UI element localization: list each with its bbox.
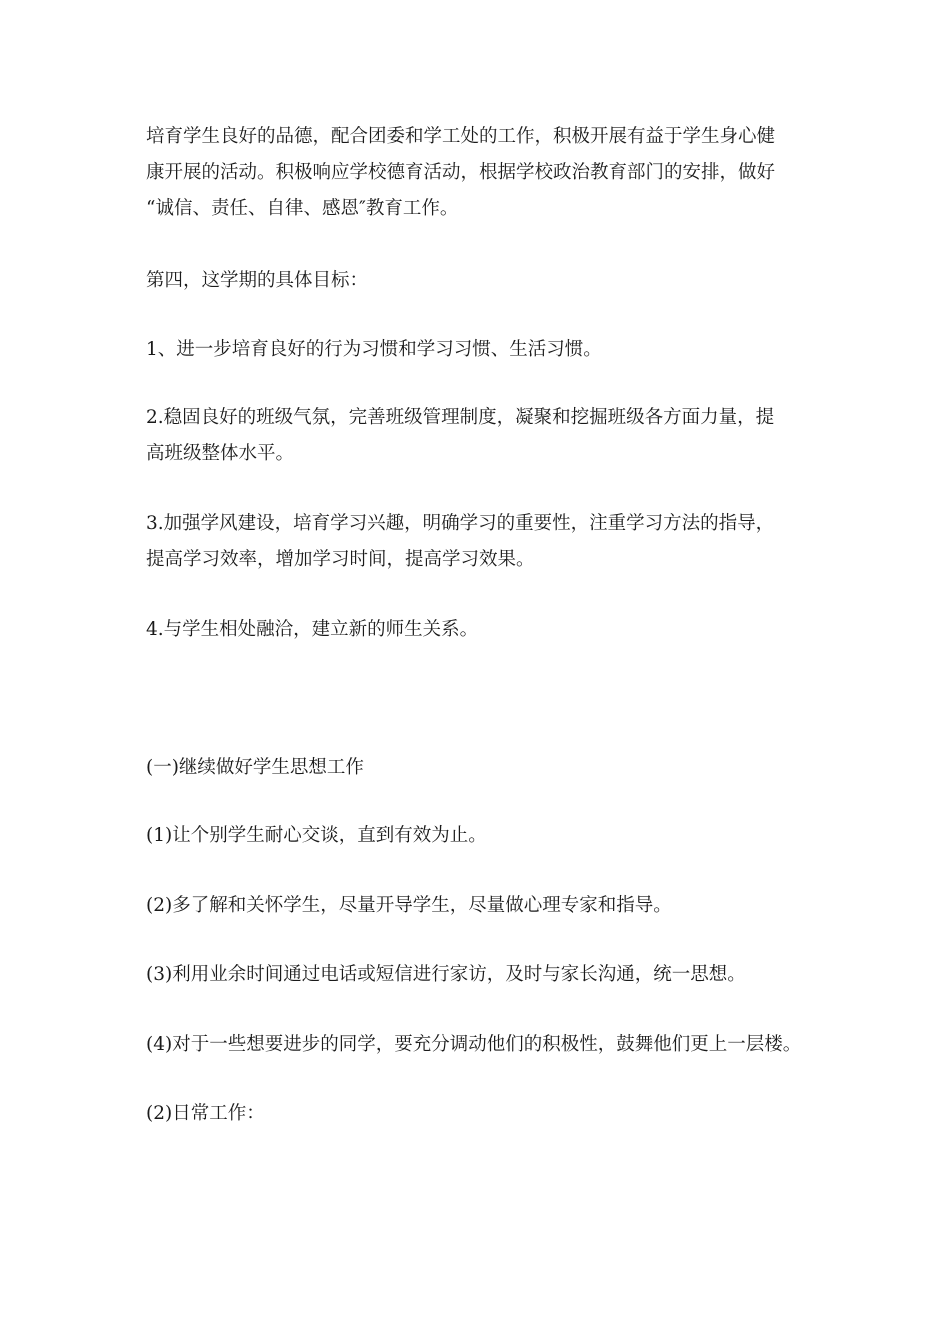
goal-1: 1、进一步培育良好的行为习惯和学习习惯、生活习惯。: [146, 339, 602, 360]
item-1: (1)让个别学生耐心交谈，直到有效为止。: [146, 825, 487, 846]
goal-2-line-1: 2.稳固良好的班级气氛，完善班级管理制度，凝聚和挖掘班级各方面力量，提: [146, 407, 775, 428]
goal-2-line-2: 高班级整体水平。: [146, 443, 295, 464]
intro-line-2: 康开展的活动。积极响应学校德育活动，根据学校政治教育部门的安排，做好: [146, 162, 776, 183]
goal-3-line-2: 提高学习效率，增加学习时间，提高学习效果。: [146, 549, 535, 570]
intro-line-1: 培育学生良好的品德，配合团委和学工处的工作，积极开展有益于学生身心健: [146, 126, 776, 147]
section-four-heading: 第四，这学期的具体目标：: [146, 270, 369, 291]
item-3: (3)利用业余时间通过电话或短信进行家访，及时与家长沟通，统一思想。: [146, 964, 746, 985]
subsection-1-heading: (一)继续做好学生思想工作: [146, 757, 364, 778]
daily-work-heading: (2)日常工作：: [146, 1103, 265, 1124]
item-4: (4)对于一些想要进步的同学，要充分调动他们的积极性，鼓舞他们更上一层楼。: [146, 1034, 802, 1055]
goal-4: 4.与学生相处融洽，建立新的师生关系。: [146, 619, 479, 640]
goal-3-line-1: 3.加强学风建设，培育学习兴趣，明确学习的重要性，注重学习方法的指导，: [146, 513, 775, 534]
item-2: (2)多了解和关怀学生，尽量开导学生，尽量做心理专家和指导。: [146, 895, 672, 916]
intro-line-3: “诚信、责任、自律、感恩″教育工作。: [146, 198, 459, 219]
